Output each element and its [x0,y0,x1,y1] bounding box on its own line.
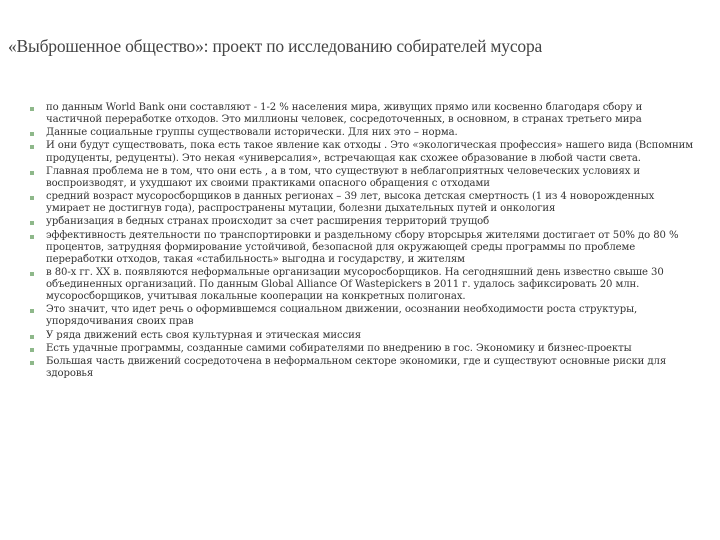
bullet-square-icon [30,272,34,276]
bullet-square-icon [30,132,34,136]
bullet-text: в 80-х гг. XX в. появляются неформальные организации мусоросборщиков. На сегодняшний день известно свыше 30 объединенных организаций. По данным Global Alliance Of Wastepickers в 2011 г. удалось зафиксировать 20 млн. мусоросборщиков, учитывая локальные кооперации на конкретных полигонах. [46,266,664,303]
bullet-text: Есть удачные программы, созданные самими собирателями по внедрению в гос. Экономику и бизнес-проекты [46,342,632,354]
bullet-list [30,102,694,381]
bullet-text: У ряда движений есть своя культурная и этическая миссия [46,329,361,341]
bullet-item [30,166,694,190]
bullet-square-icon [30,361,34,365]
bullet-item [30,230,694,266]
bullet-square-icon [30,107,34,111]
bullet-text: Данные социальные группы существовали исторически. Для них это – норма. [46,127,458,139]
bullet-item [30,216,694,228]
bullet-square-icon [30,145,34,149]
slide-title: «Выброшенное общество»: проект по исследованию собирателей мусора [8,36,543,56]
bullet-square-icon [30,196,34,200]
bullet-text: Это значит, что идет речь о оформившемся социальном движении, осознании необходимости роста структуры, упорядочивания своих прав [46,304,638,328]
bullet-text: Большая часть движений сосредоточена в неформальном секторе экономики, где и существуют основные риски для здоровья [46,355,667,379]
bullet-text: эффективность деятельности по транспортировки и раздельному сбору вторсырья жителями достигает от 50% до 80 % процентов, затрудняя формирование устойчивой, безопасной для окружающей среды программы по проблеме переработки отходов, такая «стабильность» выгодна и государству, и жителям [46,229,679,265]
bullet-item [30,330,694,342]
bullet-item [30,356,694,380]
bullet-square-icon [30,309,34,313]
bullet-item [30,127,694,139]
bullet-text: И они будут существовать, пока есть такое явление как отходы . Это «экологическая профессия» нашего вида (Вспомним продуценты, редуценты). Это некая «универсалия», встречающая как схожее образование в любой части света. [46,140,694,164]
bullet-text: урбанизация в бедных странах происходит за счет расширения территорий трущоб [46,216,490,228]
bullet-item [30,343,694,355]
bullet-square-icon [30,235,34,239]
bullet-item [30,102,694,126]
bullet-item [30,304,694,328]
bullet-item [30,267,694,303]
bullet-text: средний возраст мусоросборщиков в данных регионах – 39 лет, высока детская смертность (1 из 4 новорожденных умирает не достигнув года), распространены мутации, болезни дыхательных путей и онкология [46,191,655,215]
bullet-square-icon [30,335,34,339]
bullet-square-icon [30,348,34,352]
bullet-square-icon [30,221,34,225]
bullet-text: по данным World Bank они составляют - 1-2 % населения мира, живущих прямо или косвенно благодаря сбору и частичной переработке отходов. Это миллионы человек, сосредоточенных, в основном, в странах третьего мира [46,102,643,126]
bullet-item [30,140,694,164]
bullet-item [30,191,694,215]
bullet-text: Главная проблема не в том, что они есть , а в том, что существуют в неблагоприятных человеческих условиях и воспроизводят, и ухудшают их своими практиками опасного обращения с отходами [46,165,641,189]
bullet-square-icon [30,171,34,175]
